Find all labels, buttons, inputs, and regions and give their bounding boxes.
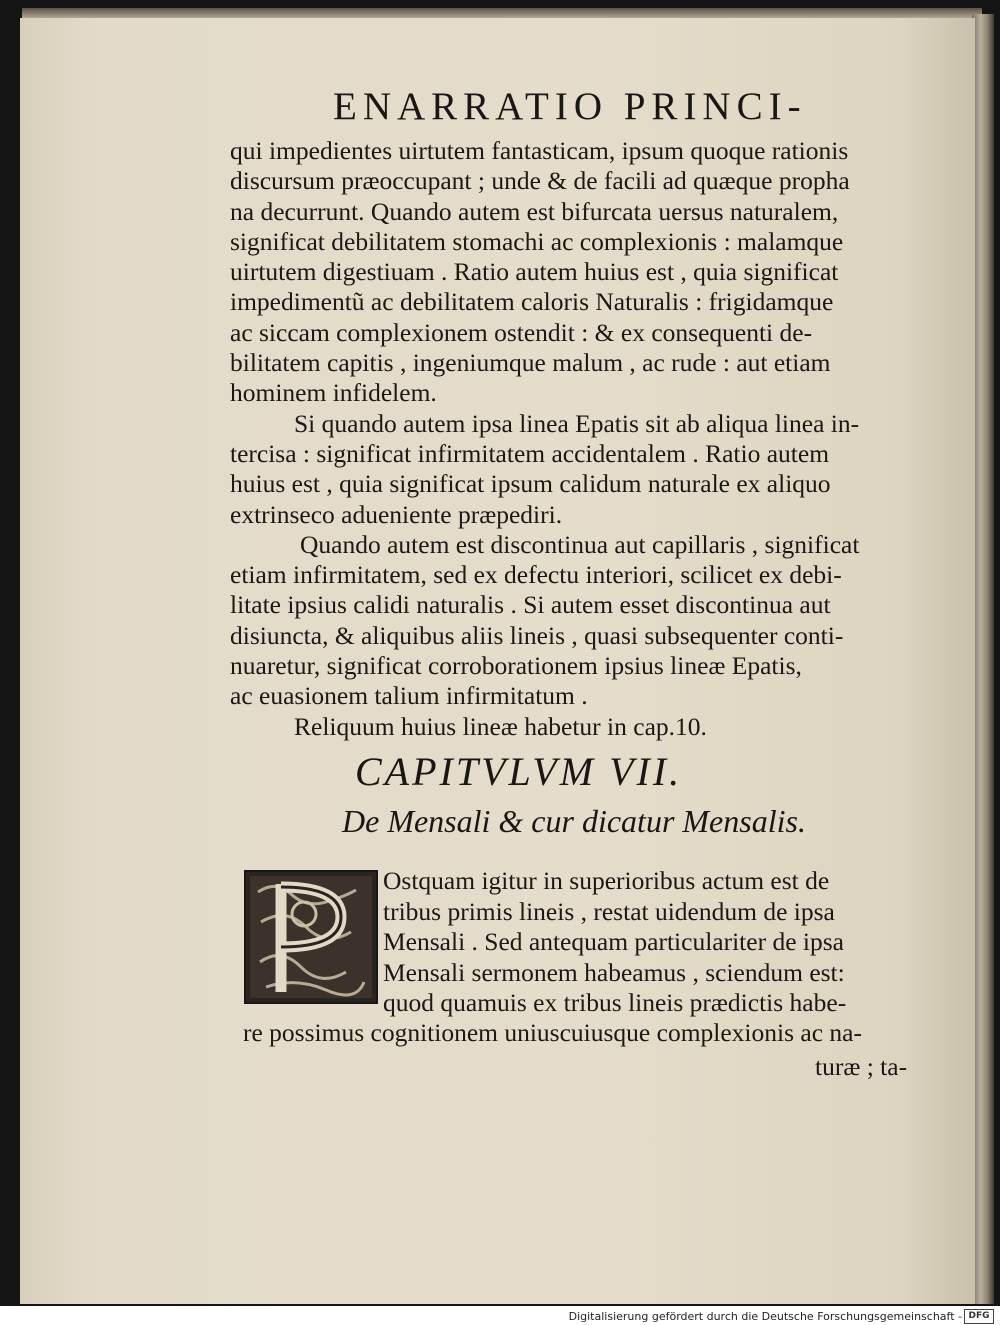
book-page-edge — [972, 14, 994, 1304]
text-line: bilitatem capitis , ingeniumque malum , ac rude : aut etiam — [230, 348, 831, 378]
text-line: discursum præoccupant ; unde & de facili ad quæque propha — [230, 166, 850, 196]
text-line: Mensali sermonem habeamus , sciendum est: — [383, 957, 845, 987]
text-line: tercisa : significat infirmitatem accidentalem . Ratio autem — [230, 438, 830, 468]
text-line: nuaretur, significat corroborationem ipsius lineæ Epatis, — [230, 651, 802, 681]
text-line: litate ipsius calidi naturalis . Si autem esset discontinua aut — [230, 590, 831, 620]
text-line: qui impedientes uirtutem fantasticam, ipsum quoque rationis — [230, 136, 849, 165]
text-line: ac siccam complexionem ostendit : & ex consequenti de- — [230, 317, 813, 347]
main-text-continued — [383, 866, 903, 1019]
text-line: disiuncta, & aliquibus aliis lineis , quasi subsequenter conti- — [230, 620, 844, 650]
text-line: na decurrunt. Quando autem est bifurcata uersus naturalem, — [230, 196, 839, 226]
text-line: huius est , quia significat ipsum calidum naturale ex aliquo — [230, 469, 831, 499]
digitization-credit: Digitalisierung gefördert durch die Deutsche Forschungsgemeinschaft - — [568, 1310, 962, 1323]
text-line: Ostquam igitur in superioribus actum est de — [383, 866, 830, 895]
text-line: Quando autem est discontinua aut capillaris , significat — [300, 529, 860, 559]
text-line: re possimus cognitionem uniuscuiusque complexionis ac na- — [243, 1018, 862, 1047]
text-line: etiam infirmitatem, sed ex defectu interiori, scilicet ex debi- — [230, 560, 842, 590]
text-line: impedimentũ ac debilitatem caloris Naturalis : frigidamque — [230, 287, 834, 317]
text-line: Si quando autem ipsa linea Epatis sit ab aliqua linea in- — [294, 408, 860, 438]
dfg-logo-icon: DFG — [964, 1309, 994, 1324]
text-line: extrinseco adueniente præpediri. — [230, 499, 563, 529]
main-text — [230, 136, 902, 742]
running-header: ENARRATIO PRINCI- — [333, 85, 807, 128]
text-line: Mensali . Sed antequam particulariter de ipsa — [383, 927, 844, 956]
text-line: uirtutem digestiuam . Ratio autem huius est , quia significat — [230, 257, 839, 287]
text-line: quod quamuis ex tribus lineis prædictis habe- — [383, 988, 847, 1017]
text-line: significat debilitatem stomachi ac complexionis : malamque — [230, 226, 844, 256]
chapter-title: CAPITVLVM VII. — [355, 749, 683, 794]
text-line: tribus primis lineis , restat uidendum de ipsa — [383, 896, 835, 926]
main-text-full-width — [243, 1018, 903, 1049]
text-line: ac euasionem talium infirmitatum . — [230, 681, 588, 711]
catchword: turæ ; ta- — [815, 1052, 908, 1081]
text-line: Reliquum huius lineæ habetur in cap.10. — [294, 711, 707, 741]
chapter-subtitle: De Mensali & cur dicatur Mensalis. — [342, 803, 806, 839]
decorated-initial-p-icon — [244, 870, 378, 1004]
text-line: hominem infidelem. — [230, 378, 437, 408]
